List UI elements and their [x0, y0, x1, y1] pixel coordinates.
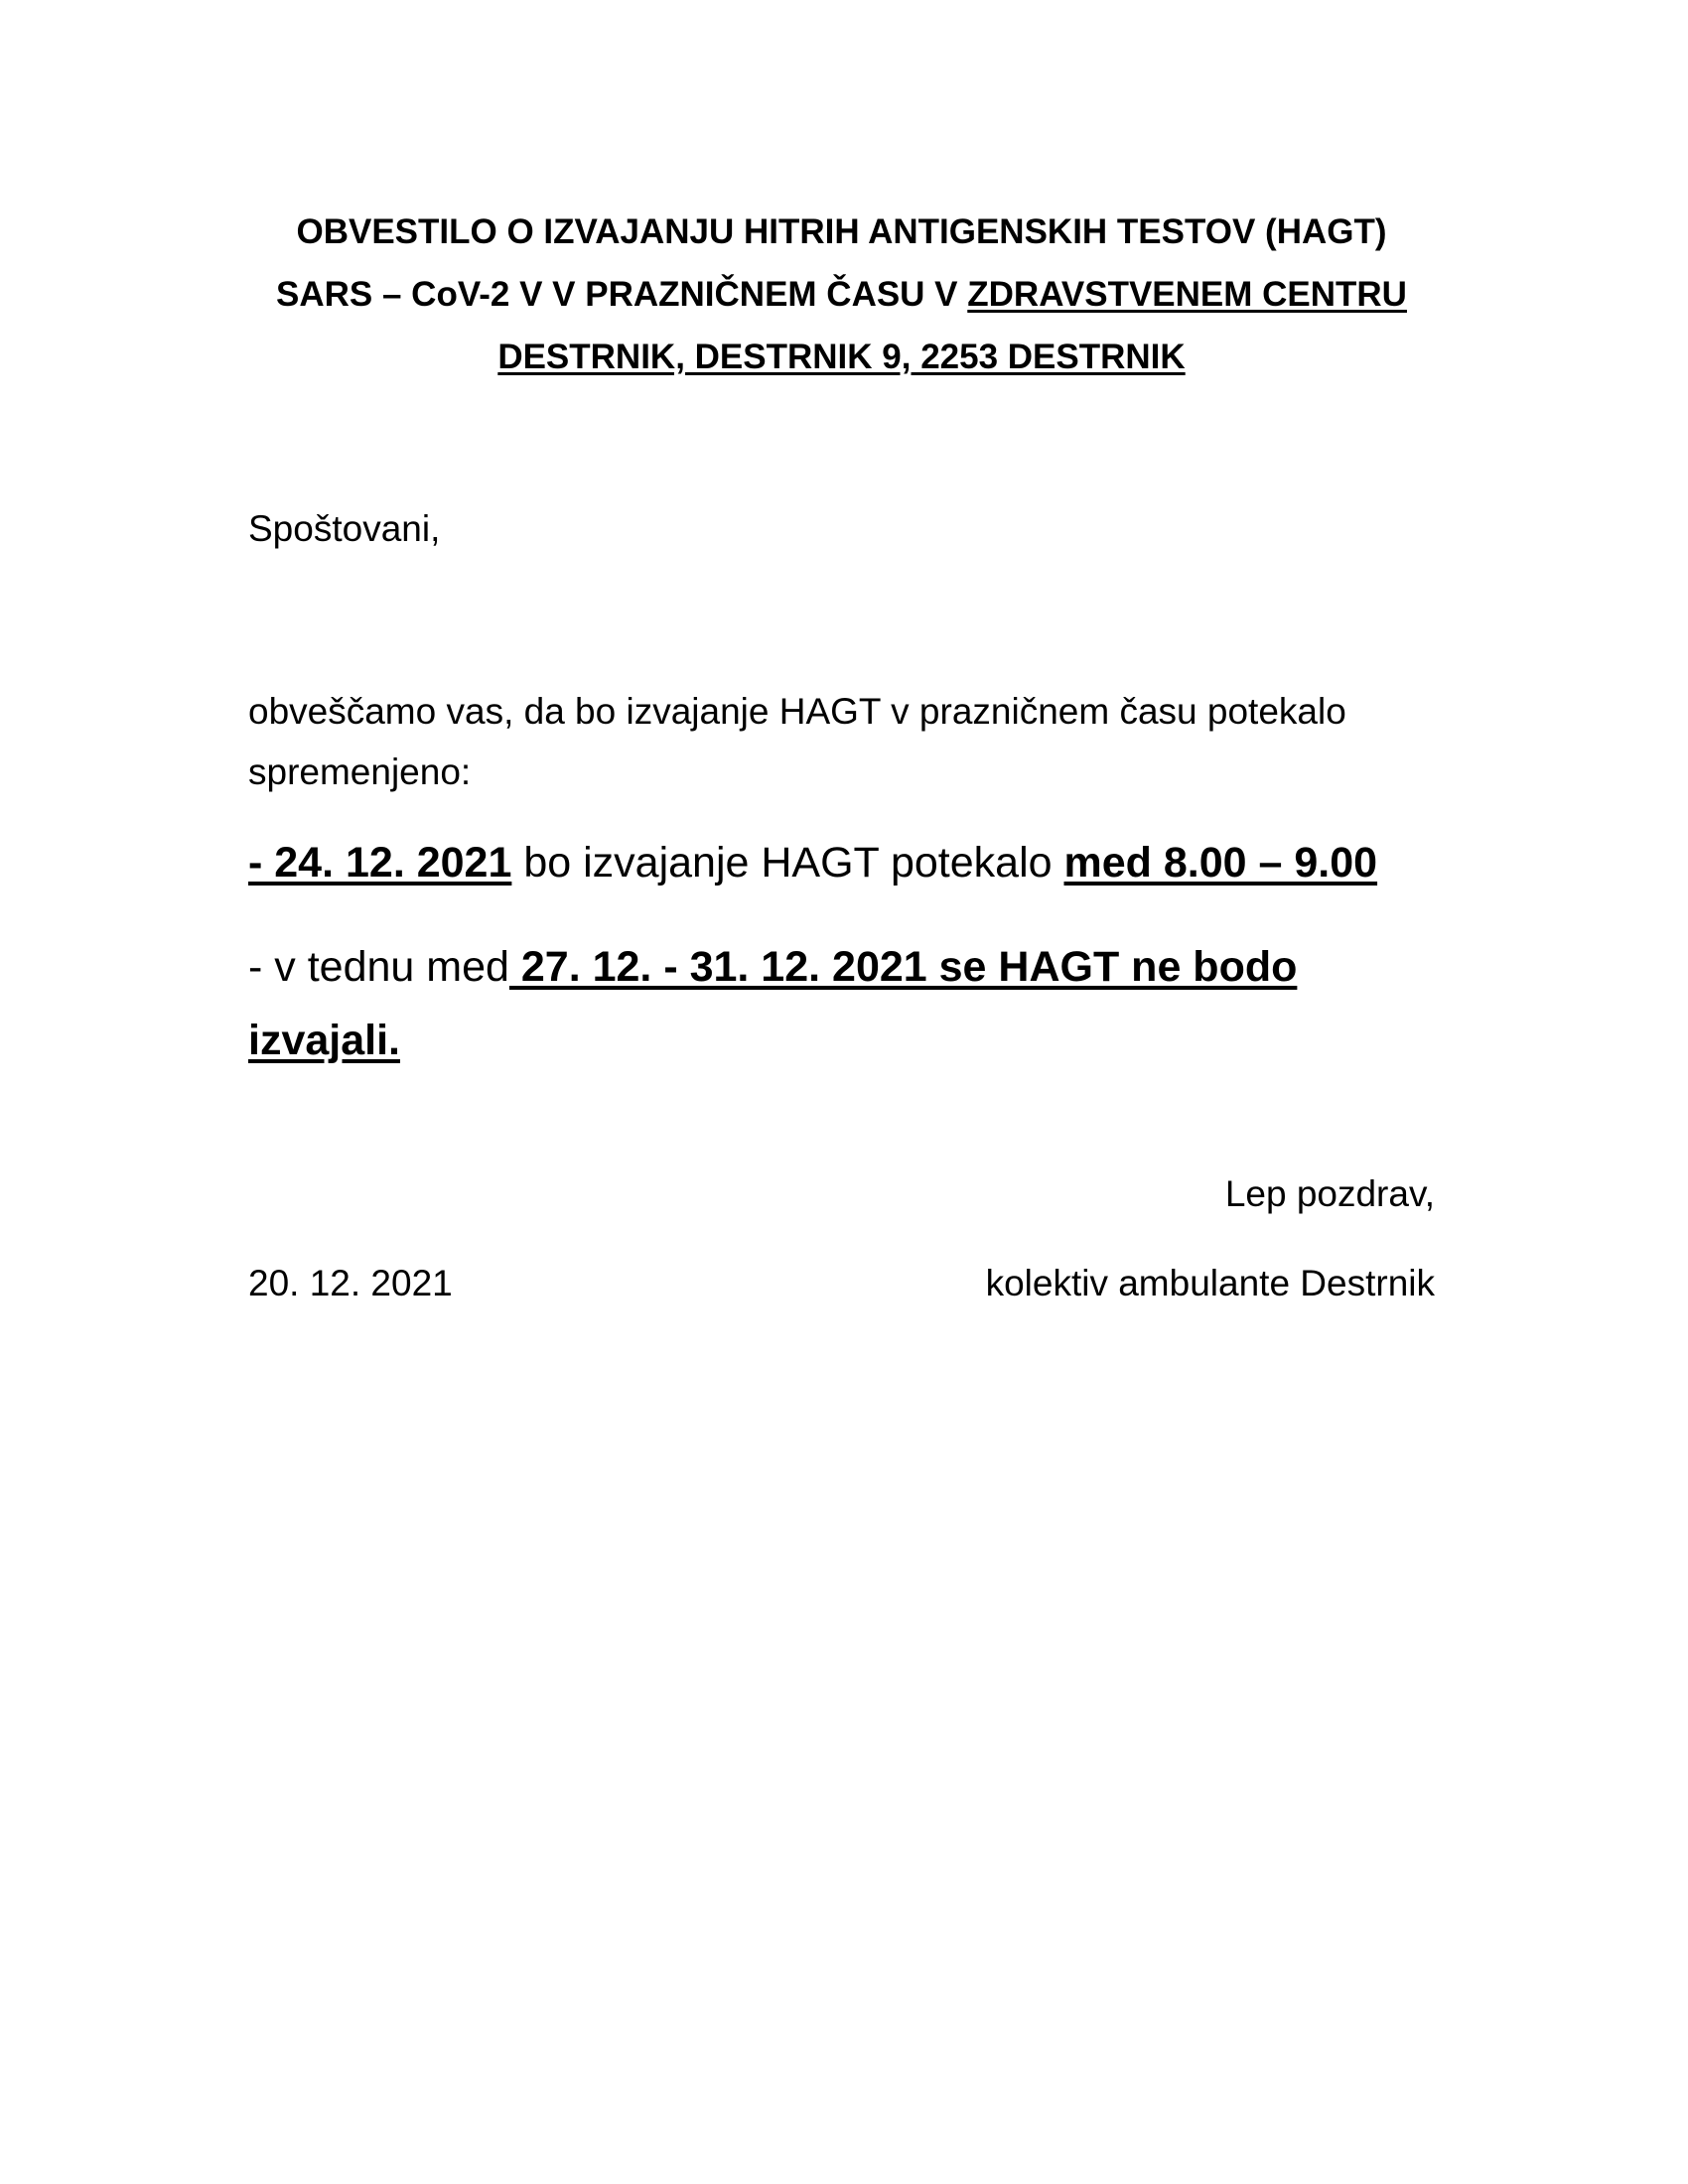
title-line-1: OBVESTILO O IZVAJANJU HITRIH ANTIGENSKIH TESTOV (HAGT) — [296, 212, 1387, 251]
intro-paragraph: obveščamo vas, da bo izvajanje HAGT v prazničnem času potekalo spremenjeno: — [248, 691, 1346, 792]
schedule-item-1 — [248, 834, 1435, 891]
greeting: Spoštovani, — [248, 508, 441, 549]
item-1-date: - 24. 12. 2021 — [248, 839, 512, 887]
signature: kolektiv ambulante Destrnik — [985, 1263, 1435, 1303]
document-page — [248, 0, 1435, 2184]
closing-greeting: Lep pozdrav, — [1224, 1173, 1435, 1214]
document-title — [248, 201, 1435, 388]
item-2-prefix: - v tednu med — [248, 943, 509, 991]
title-line-2 — [248, 263, 1435, 326]
title-line-3-underlined: DESTRNIK, DESTRNIK 9, 2253 DESTRNIK — [497, 338, 1186, 376]
schedule-item-2 — [248, 930, 1435, 1077]
title-line-2-plain: SARS – CoV-2 V V PRAZNIČNEM ČASU V — [276, 275, 968, 314]
item-1-text: bo izvajanje HAGT potekalo — [511, 839, 1064, 887]
document-date: 20. 12. 2021 — [248, 1263, 453, 1303]
title-line-2-underlined: ZDRAVSTVENEM CENTRU — [967, 275, 1407, 314]
item-2-emphasis: 27. 12. - 31. 12. 2021 se HAGT ne bodo izvajali. — [248, 943, 1298, 1064]
item-1-time: med 8.00 – 9.00 — [1063, 839, 1378, 887]
title-line-3 — [248, 326, 1435, 388]
